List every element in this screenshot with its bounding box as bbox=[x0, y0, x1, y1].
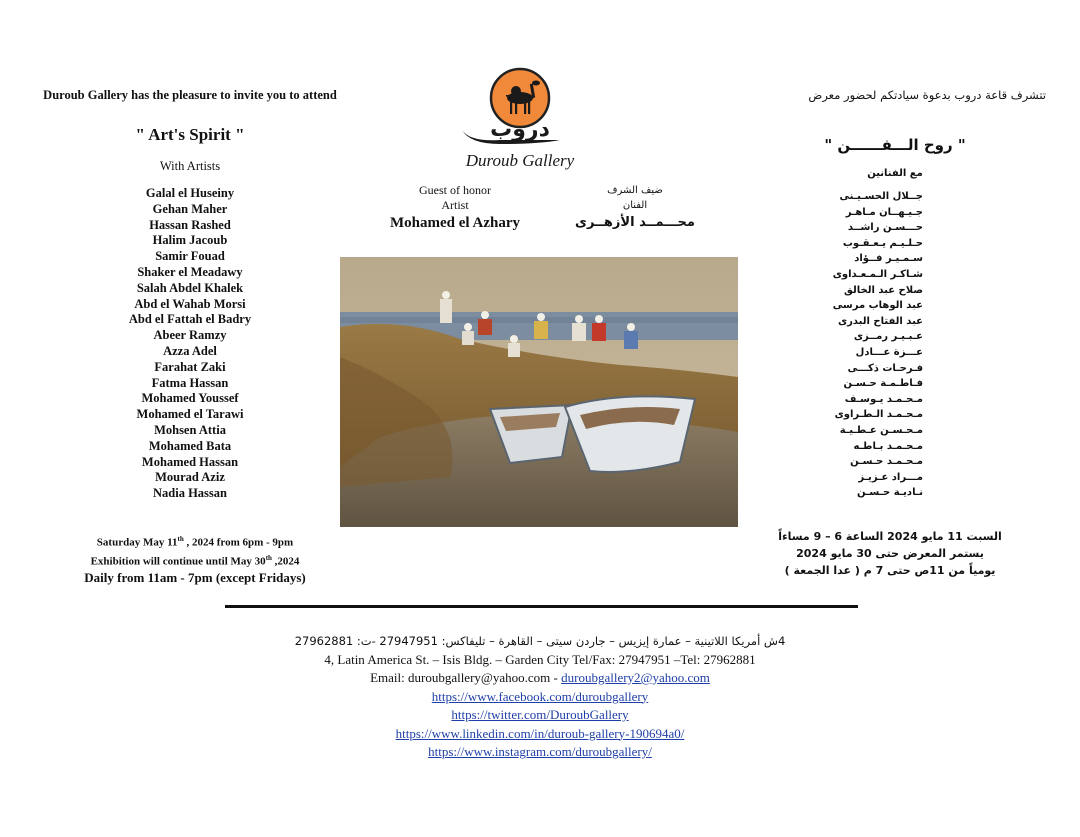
artist-list-ar bbox=[740, 189, 1050, 501]
guest-name-en: Mohamed el Azhary bbox=[390, 215, 520, 231]
artist-name-ar: مـحـمـد حـسـن bbox=[850, 456, 923, 468]
with-artists-label-ar: مع الفنانين bbox=[867, 168, 923, 179]
artist-name: Mohamed el Tarawi bbox=[136, 407, 244, 422]
invite-text-ar: تتشرف قاعة دروب بدعوة سيادتكم لحضور معرض bbox=[808, 88, 1046, 102]
artist-name: Mourad Aziz bbox=[155, 470, 225, 485]
artist-name-ar: مـــراد عـزيـز bbox=[858, 471, 923, 483]
artist-name: Nadia Hassan bbox=[153, 486, 227, 501]
email-secondary-link[interactable]: duroubgallery2@yahoo.com bbox=[561, 670, 710, 685]
artist-name: Salah Abdel Khalek bbox=[136, 280, 244, 295]
artist-name-ar: حـــسـن راشــد bbox=[847, 222, 923, 234]
artist-label-en: Artist bbox=[441, 198, 469, 212]
invite-text-en: Duroub Gallery has the pleasure to invite you to attend bbox=[43, 88, 337, 102]
email-line bbox=[200, 669, 880, 688]
artist-name-ar: عبد الفتاح البدرى bbox=[837, 315, 923, 327]
daily-hours-ar: يومياً من 11ص حتى 7 م ( عدا الجمعة ) bbox=[784, 564, 996, 577]
artist-name-ar: جـيـهــان مـاهـر bbox=[845, 206, 923, 218]
artist-name-ar: سـمـيـر فــؤاد bbox=[854, 253, 923, 265]
artist-name-ar: عـبـيـر رمــزى bbox=[853, 331, 923, 343]
continue-date-text: Exhibition will continue until May 30 bbox=[90, 555, 266, 568]
exhibition-dates-en bbox=[40, 532, 350, 586]
camel-logo-icon bbox=[440, 64, 600, 176]
exhibition-title-ar: " روح الـــفــــــن " bbox=[824, 136, 966, 154]
artist-name: Mohamed Youssef bbox=[141, 391, 239, 406]
horizontal-divider bbox=[225, 605, 858, 608]
artist-name-ar: حـلـيـم يـعـقـوب bbox=[842, 237, 923, 249]
artist-name: Azza Adel bbox=[163, 343, 217, 358]
daily-hours-en: Daily from 11am - 7pm (except Fridays) bbox=[84, 570, 306, 586]
exhibition-dates-ar bbox=[760, 528, 1020, 579]
artist-name: Abd el Fattah el Badry bbox=[128, 312, 252, 327]
english-invitation bbox=[40, 88, 340, 502]
continue-date-year: ,2024 bbox=[271, 555, 300, 568]
logo-arabic-name: دروب bbox=[490, 117, 550, 142]
artist-name: Mohamed Hassan bbox=[141, 454, 239, 469]
artist-name: Shaker el Meadawy bbox=[137, 264, 243, 279]
continue-date-en bbox=[40, 551, 350, 570]
opening-date-en bbox=[40, 532, 350, 551]
artist-name: Abd el Wahab Morsi bbox=[134, 296, 246, 311]
artist-name-ar: مـحـمـد الـطـراوى bbox=[834, 409, 923, 421]
logo-script-name: Duroub Gallery bbox=[465, 151, 575, 170]
opening-date-text: Saturday May 11 bbox=[96, 536, 178, 549]
with-artists-label-en: With Artists bbox=[159, 159, 221, 173]
artist-name-ar: جــلال الحسـيـنى bbox=[839, 191, 923, 202]
opening-date-time: , 2024 from 6pm - 9pm bbox=[183, 536, 294, 549]
arabic-invitation bbox=[740, 88, 1050, 501]
guest-label-en: Guest of honor bbox=[419, 183, 491, 197]
artist-list-en bbox=[40, 186, 340, 502]
artist-name-ar: صلاح عبد الخالق bbox=[843, 284, 923, 296]
duroub-gallery-logo bbox=[440, 64, 600, 176]
artist-name: Halim Jacoub bbox=[152, 233, 228, 248]
artist-name: Galal el Huseiny bbox=[145, 186, 235, 200]
artist-label-ar: الفنان bbox=[622, 200, 648, 211]
artist-name: Abeer Ramzy bbox=[153, 328, 227, 343]
artist-name: Farahat Zaki bbox=[154, 359, 226, 374]
artist-name: Mohsen Attia bbox=[154, 422, 226, 437]
guest-label-ar: ضيف الشرف bbox=[607, 185, 663, 196]
featured-painting bbox=[340, 257, 738, 527]
continue-date-sup: th bbox=[265, 553, 272, 562]
linkedin-link[interactable]: https://www.linkedin.com/in/duroub-gallery-190694a0/ bbox=[395, 725, 685, 741]
address-ar: 4ش أمريكا اللاتينية – عمارة إيزيس – جاردن سيتى – القاهرة – تليفاكس: 27947951 -ت: 27962881 bbox=[294, 634, 786, 648]
artist-name-ar: مـحـمـد بـاطـه bbox=[853, 440, 923, 452]
artist-name: Gehan Maher bbox=[152, 201, 228, 216]
boats-painting-image bbox=[340, 257, 738, 527]
artist-name-ar: شـاكـر الـمـعـداوى bbox=[832, 268, 923, 280]
artist-name: Hassan Rashed bbox=[149, 217, 231, 232]
opening-date-sup: th bbox=[177, 535, 184, 543]
artist-name: Samir Fouad bbox=[155, 249, 225, 264]
guest-name-ar: محـــمــد الأزهــرى bbox=[575, 215, 695, 230]
guest-of-honor-ar bbox=[570, 183, 700, 233]
continue-date-ar: يستمر المعرض حتى 30 مايو 2024 bbox=[796, 547, 984, 560]
exhibition-title-en: " Art's Spirit " bbox=[135, 125, 245, 144]
email-primary: Email: duroubgallery@yahoo.com - bbox=[370, 670, 562, 685]
artist-name-ar: نـاديـة حـسـن bbox=[857, 487, 923, 499]
artist-name-ar: فـاطـمـة حـسـن bbox=[843, 378, 923, 390]
contact-footer bbox=[200, 632, 880, 762]
artist-name-ar: مـحـمـد يـوسـف bbox=[844, 393, 923, 405]
artist-name-ar: مـحـسـن عـطـيـة bbox=[839, 424, 923, 436]
artist-name-ar: عبد الوهاب مرسى bbox=[832, 300, 923, 312]
instagram-link[interactable]: https://www.instagram.com/duroubgallery/ bbox=[428, 744, 652, 759]
artist-name: Fatma Hassan bbox=[151, 375, 229, 390]
artist-name: Mohamed Bata bbox=[148, 438, 232, 453]
artist-name-ar: عـــزة عـــادل bbox=[855, 346, 923, 358]
guest-of-honor-en bbox=[380, 183, 530, 233]
address-en: 4, Latin America St. – Isis Bldg. – Garden City Tel/Fax: 27947951 –Tel: 27962881 bbox=[324, 651, 756, 667]
artist-name-ar: فـرحـات ذكـــى bbox=[847, 362, 923, 374]
opening-date-ar: السبت 11 مايو 2024 الساعة 6 – 9 مساءاً bbox=[778, 530, 1002, 543]
twitter-link[interactable]: https://twitter.com/DuroubGallery bbox=[451, 707, 629, 722]
facebook-link[interactable]: https://www.facebook.com/duroubgallery bbox=[431, 688, 649, 704]
